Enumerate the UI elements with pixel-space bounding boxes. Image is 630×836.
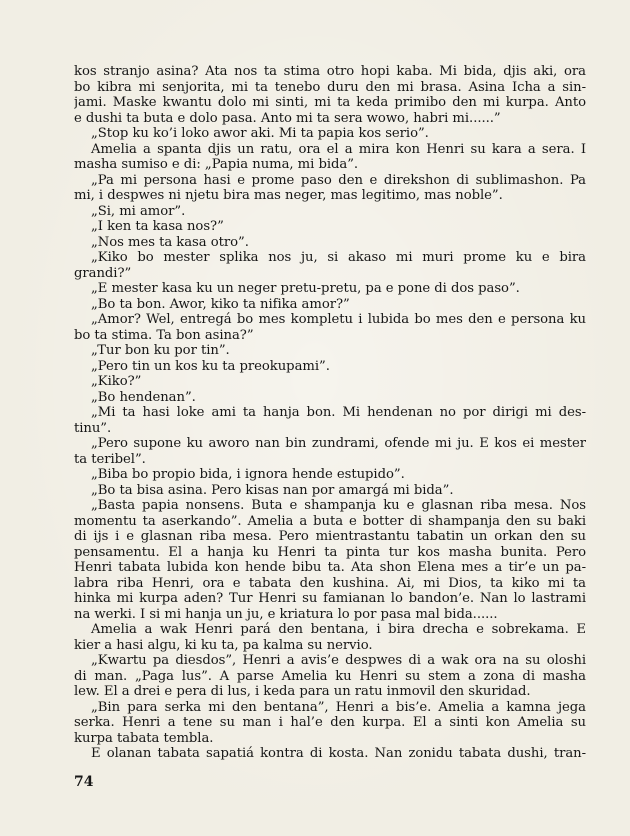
- text-line: mi, i despwes ni njetu bira mas neger, mas legitimo, mas noble”.: [74, 188, 503, 203]
- text-line: pensamentu. El a hanja ku Henri ta pinta tur kos masha bunita. Pero: [74, 544, 586, 560]
- text-line: jami. Maske kwantu dolo mi sinti, mi ta keda primibo den mi kurpa. Anto: [74, 95, 586, 110]
- text-line: tinu”.: [74, 420, 112, 436]
- text-line: „Tur bon ku por tin”.: [91, 343, 230, 358]
- text-line: „Pero supone ku aworo nan bin zundrami, ofende mi ju. E kos ei mester: [91, 436, 586, 451]
- text-line: serka. Henri a tene su man i hal’e den kurpa. El a sinti kon Amelia su: [74, 715, 586, 730]
- text-line: kos stranjo asina? Ata nos ta stima otro hopi kaba. Mi bida, djis aki, ora: [74, 64, 586, 79]
- text-line: ta teribel”.: [74, 451, 146, 467]
- body-text: [74, 64, 586, 762]
- text-line: masha sumiso e di: „Papia numa, mi bida”.: [74, 157, 359, 172]
- text-line: kurpa tabata tembla.: [74, 730, 214, 746]
- text-line: „Kwartu pa diesdos”, Henri a avis’e despwes di a wak ora na su oloshi: [91, 653, 586, 668]
- text-line: „Bo hendenan”.: [91, 389, 196, 405]
- text-line: hinka mi kurpa aden? Tur Henri su famianan lo bandon’e. Nan lo lastrami: [74, 591, 586, 606]
- text-line: Amelia a spanta djis un ratu, ora el a mira kon Henri su kara a sera. I: [91, 141, 586, 157]
- text-line: labra riba Henri, ora e tabata den kushina. Ai, mi Dios, ta kiko mi ta: [74, 575, 586, 591]
- text-line: „Pa mi persona hasi e prome paso den e direkshon di sublimashon. Pa: [91, 172, 586, 188]
- text-line: bo ta stima. Ta bon asina?”: [74, 327, 254, 343]
- text-line: „I ken ta kasa nos?”: [91, 219, 224, 234]
- text-line: di ijs i e glasnan riba mesa. Pero mientrastantu tabatin un orkan den su: [74, 529, 586, 544]
- text-line: kier a hasi algu, ki ku ta, pa kalma su nervio.: [74, 637, 373, 653]
- text-line: „Basta papia nonsens. Buta e shampanja ku e glasnan riba mesa. Nos: [91, 498, 586, 513]
- text-line: „Amor? Wel, entregá bo mes kompletu i lubida bo mes den e persona ku: [91, 312, 586, 327]
- text-line: „Bin para serka mi den bentana”, Henri a bis’e. Amelia a kamna jega: [91, 699, 586, 715]
- text-line: „Pero tin un kos ku ta preokupami”.: [91, 358, 330, 374]
- text-line: E olanan tabata sapatiá kontra di kosta. Nan zonidu tabata dushi, tran-: [91, 746, 586, 761]
- text-line: na werki. I si mi hanja un ju, e kriatura lo por pasa mal bida......: [74, 606, 498, 622]
- text-line: Henri tabata lubida kon hende bibu ta. Ata shon Elena mes a tir’e un pa-: [74, 560, 586, 575]
- text-line: „Si, mi amor”.: [91, 203, 186, 219]
- text-line: „Kiko?”: [91, 374, 142, 389]
- text-line: Amelia a wak Henri pará den bentana, i bira drecha e sobrekama. E: [91, 622, 586, 637]
- text-line: momentu ta aserkando”. Amelia a buta e botter di shampanja den su baki: [74, 513, 586, 529]
- text-line: e dushi ta buta e dolo pasa. Anto mi ta sera wowo, habri mi......”: [74, 110, 501, 126]
- text-line: „Bo ta bon. Awor, kiko ta nifika amor?”: [91, 296, 350, 312]
- text-line: „E mester kasa ku un neger pretu-pretu, pa e pone di dos paso”.: [91, 281, 520, 296]
- text-line: „Mi ta hasi loke ami ta hanja bon. Mi hendenan no por dirigi mi des-: [91, 405, 586, 420]
- text-line: „Kiko bo mester splika nos ju, si akaso mi muri prome ku e bira: [91, 250, 586, 265]
- text-line: di man. „Paga lus”. A parse Amelia ku Henri su stem a zona di masha: [74, 668, 586, 684]
- text-line: „Stop ku ko’i loko awor aki. Mi ta papia kos serio”.: [91, 126, 429, 141]
- text-line: „Biba bo propio bida, i ignora hende estupido”.: [91, 467, 405, 482]
- text-line: bo kibra mi senjorita, mi ta tenebo duru den mi brasa. Asina Icha a sin-: [74, 79, 586, 95]
- text-line: „Nos mes ta kasa otro”.: [91, 234, 249, 250]
- page-number: 74: [74, 774, 94, 790]
- text-line: „Bo ta bisa asina. Pero kisas nan por amargá mi bida”.: [91, 482, 454, 498]
- text-line: lew. El a drei e pera di lus, i keda para un ratu inmovil den skuridad.: [74, 684, 531, 699]
- text-line: grandi?”: [74, 265, 132, 281]
